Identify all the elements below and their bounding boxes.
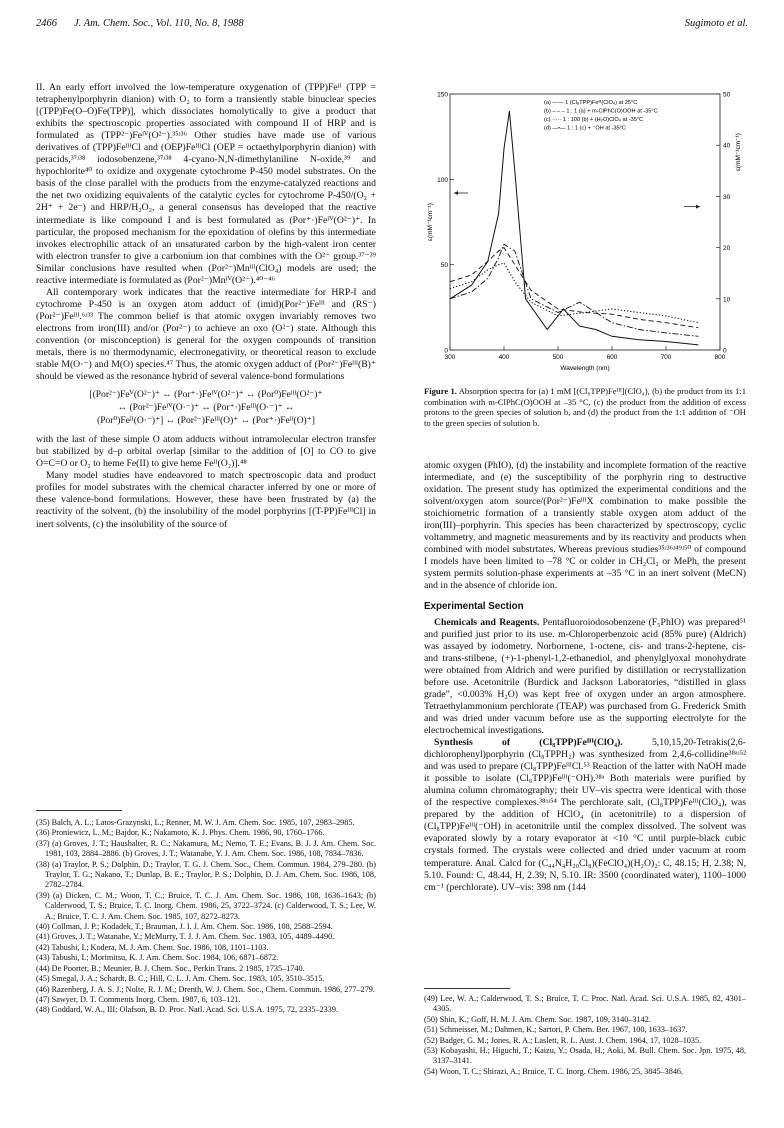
- reference: (44) De Poorter, B.; Meunier, B. J. Chem. Soc., Perkin Trans. 2 1985, 1735–1740.: [36, 963, 305, 973]
- reference: (53) Kobayashi, H.; Higuchi, T.; Kaizu, Y.; Osada, H.; Aoki, M. Bull. Chem. Soc. Jpn. 1975, 48, 3137–3141.: [424, 1046, 746, 1066]
- reference: (45) Smegal, J. A.; Schardt, B. C.; Hill, C. L. J. Am. Chem. Soc. 1983, 105, 3510–3515.: [36, 974, 325, 984]
- x-tick-label: 600: [606, 354, 618, 361]
- left-column: [36, 82, 376, 531]
- x-tick-label: 300: [444, 354, 456, 361]
- references-left: [36, 818, 376, 1016]
- y-tick-label-left: 150: [437, 91, 448, 99]
- y-tick-label-right: 40: [723, 142, 731, 150]
- x-tick-label: 500: [552, 354, 564, 361]
- x-tick-label: 700: [660, 354, 672, 361]
- paragraph-text: Pentafluoroiodosobenzene (F₅PhIO) was prepared⁵¹ and purified just prior to its use. m-Chloroperbenzoic acid (85% pure) (Aldrich) was assayed by iodometry. Norbornene, 1-octene, cis- and trans-2-heptene, cis- and trans-stilbene, (+)-1-phenyl-1,2-ethanediol, and phenylglyoxal monohydrate were obtained from Aldrich and were purified by distillation or recrystallization before use. Acetonitrile (Burdick and Jackson Laboratories, “distilled in glass grade”, <0.003% H₂O) was kept free of oxygen under an argon atmosphere. Tetraethylammonium perchlorate (TEAP) was purchased from G. Frederick Smith and was dried under vacuum before use as the supporting electrolyte for the electrochemical investigations.: [424, 616, 746, 736]
- axis-arrow-head: [454, 191, 458, 195]
- reference: (47) Sawyer, D. T. Comments Inorg. Chem. 1987, 6, 103–121.: [36, 994, 241, 1004]
- page-number: 2466: [36, 18, 57, 29]
- reference: (48) Goddard, W. A., III; Olafson, B. D. Proc. Natl. Acad. Sci. U.S.A. 1975, 72, 2335–2339.: [36, 1005, 338, 1015]
- y-tick-label-right: 50: [723, 91, 731, 99]
- journal-citation: J. Am. Chem. Soc., Vol. 110, No. 8, 1988: [74, 18, 244, 29]
- caption-label: Figure 1.: [424, 386, 457, 396]
- series-line-c: [450, 263, 698, 323]
- references-right: [424, 994, 746, 1077]
- caption-text: Absorption spectra for (a) 1 mM [(Cl₈TPP)Feᴵᴵᴵ](ClO₄), (b) the product from its 1:1 combination with m-ClPhC(O)OOH at –35 °C, (c) the product from the addition of excess protons to the green species of solution b, and (d) the product from the 1:1 addition of ⁻OH to the green species of solution b.: [424, 386, 746, 428]
- y-tick-label-right: 0: [723, 347, 727, 355]
- legend-entry: (a) —— 1 (Cl₈TPP)Feᴵᴵᴵ(ClO₄) at 25°C: [544, 100, 638, 106]
- reference: (40) Collman, J. P.; Kodadek, T.; Brauman, J. I. J. Am. Chem. Soc. 1986, 108, 2588–2594.: [36, 922, 333, 932]
- plot-frame: [450, 94, 720, 350]
- y-tick-label-right: 20: [723, 245, 731, 253]
- body-paragraph: with the last of these simple O atom adducts without intramolecular electron transfer but stabilized by d–p orbital overlap [similar to the addition of [O] to CO to give O=C=O or O₂ to heme Fe(II) to give heme Feᴵᴵ(O₂)].⁴⁸: [36, 434, 376, 470]
- y-tick-label-left: 0: [444, 347, 448, 355]
- reference: (54) Woon, T. C.; Shirazi, A.; Bruice, T. C. Inorg. Chem. 1986, 25, 3845–3846.: [424, 1066, 684, 1076]
- reference: (36) Proniewicz, L. M.; Bajdor, K.; Nakamoto, K. J. Phys. Chem. 1986, 90, 1760–1766.: [36, 828, 325, 838]
- figure-1: [424, 88, 746, 380]
- series-line-b: [450, 248, 698, 328]
- body-paragraph: [424, 737, 746, 894]
- y-tick-label-right: 10: [723, 296, 731, 304]
- reference: (51) Schmeisser, M.; Dahmen, K.; Sartori, P. Chem. Ber. 1967, 100, 1633–1637.: [424, 1025, 688, 1035]
- reference: (37) (a) Groves, J. T.; Haushalter, R. C.; Nakamura, M.; Nemo, T. E.; Evans, B. J. J. Am. Chem. Soc. 1981, 103, 2884–2886. (b) Groves, J. T.; Watanabe, Y. J. Am. Chem. Soc. 1986, 108, 7834–7836.: [36, 838, 376, 859]
- paragraph-lead: Chemicals and Reagents.: [434, 616, 540, 628]
- footnote-rule: [424, 988, 510, 989]
- reference: (38) (a) Traylor, P. S.; Dolphin, D.; Traylor, T. G. J. Chem. Soc., Chem. Commun. 1984, 279–280. (b) Traylor, T. G.; Nakano, T.; Dunlap, B. E.; Traylor, P. S.; Dolphin, D. J. Am. Chem. Soc. 1986, 108, 2782–2784.: [36, 859, 376, 890]
- body-paragraph: All contemporary work indicates that the reactive intermediate for HRP-I and cytochrome P-450 is an oxygen atom adduct of (imid)(Por²⁻)Feᴵᴵᴵ and (RS⁻)(Por²⁻)Feᴵᴵᴵ.⁶ʴ³³ The common belief is that atomic oxygen invariably removes two electrons from iron(III) and/or (Por²⁻) to achieve an oxo (O²⁻) state. Although this convention (or misconception) is general for the oxygen compounds of transition metals, there is no thermodynamic, electronegativity, or theoretical reason to exclude stable M(O·⁻) and M(O) species.⁴⁷ Thus, the atomic oxygen adduct of (Por²⁻)Feᴵᴵᴵ(B)⁺ should be viewed as the resonance hybrid of several valence-bond formulations: [36, 286, 376, 383]
- paragraph-lead: Synthesis of (Cl₈TPP)Feᴵᴵᴵ(ClO₄).: [434, 737, 623, 749]
- section-heading: Experimental Section: [424, 600, 524, 612]
- x-axis-label: Wavelength (nm): [560, 365, 610, 372]
- reference: (49) Lee, W. A.; Calderwood, T. S.; Bruice, T. C. Proc. Natl. Acad. Sci. U.S.A. 1985, 82, 4301–4305.: [424, 994, 746, 1014]
- y-tick-label-right: 30: [723, 193, 731, 201]
- reference: (39) (a) Dicken, C. M.; Woon, T. C.; Bruice, T. C. J. Am. Chem. Soc. 1986, 108, 1636–1643; (b) Calderwood, T. S.; Bruice, T. C. Inorg. Chem. 1986, 25, 3722–3724. (c) Calderwood, T. S.; Lee, W. A.; Bruice, T. C. J. Am. Chem. Soc. 1985, 107, 8272–8273.: [36, 890, 376, 921]
- running-header: [36, 18, 748, 32]
- formula-line: ↔ (Por²⁻)Feᴵⱽ(O·⁻)⁺ ↔ (Por⁺·)Feᴵᴵᴵ(O·⁻)⁺ ↔: [117, 403, 295, 414]
- footnote-rule: [36, 810, 122, 811]
- reference: (46) Razenberg, J. A. S. J.; Nolte, R. J. M.; Drenth, W. J. Chem. Soc., Chem. Commun. 1986, 277–279.: [36, 984, 375, 994]
- y-axis-label-left: ε(mM⁻¹cm⁻¹): [427, 203, 434, 241]
- formula-line: (Por⁰)Feᴵᴵ(O·⁻)⁺] ↔ (Por²⁻)Feᴵᴵᴵ(O)⁺ ↔ (Por⁺·)Feᴵᴵ(O)⁺]: [97, 416, 315, 427]
- series-line-a: [450, 108, 698, 345]
- figure-caption: [424, 386, 746, 428]
- reference: (41) Groves, J. T.; Watanabe, Y.; McMurry, T. J. J. Am. Chem. Soc. 1983, 105, 4489–4490.: [36, 932, 335, 942]
- legend-entry: (b) – – – 1 : 1 (a) + m-ClPhC(O)OOH at -35°C: [544, 108, 658, 115]
- body-paragraph: [424, 617, 746, 737]
- body-paragraph: Many model studies have endeavored to match spectroscopic data and product profiles for model substrates with the chemical character inferred by one or more of these valence-bond formulations. However, these have been frustrated by (a) the reactivity of the solvent, (b) the insolubility of the model porphyrins [(T-PP)FeᴵᴵᴵCl] in inert solvents, (c) the insolubility of the source of: [36, 470, 376, 530]
- formula-line: [(Por²⁻)Feⱽ(O²⁻)⁺ ↔ (Por⁺·)Feᴵⱽ(O²⁻)⁺ ↔ (Por⁰)Feᴵᴵᴵ(O²⁻)⁺: [89, 390, 323, 401]
- legend-entry: (c) ····· 1 : 100 (b) + (H₂O)ClO₄ at -35°C: [544, 117, 644, 123]
- y-tick-label-left: 50: [440, 262, 448, 270]
- body-paragraph: II. An early effort involved the low-temperature oxygenation of (TPP)Feᴵᴵ (TPP = tetraphenylporphyrin dianion) with O₂ to form a transiently stable binuclear species [(TPP)Fe(O–O)Fe(TPP)], which dissociates homolytically to give a product that exhibits the spectroscopic properties associated with compound II of HRP and is formulated as (TPP²⁻)Feᴵⱽ(O²⁻).³⁵ʴ³⁶ Other studies have made use of various derivatives of (TPP)FeᴵᴵᴵCl and (OEP)FeᴵᴵᴵCl (OEP = octaethylporphyrin dianion) with peracids,³⁷ʴ³⁸ iodosobenzene,³⁷ʴ³⁸ 4-cyano-N,N-dimethylaniline N-oxide,³⁹ and hypochlorite⁴⁰ to oxidize and oxygenate cytochrome P-450 model substrates. On the basis of the close parallel with the products from the enzyme-catalyzed reactions and the net two oxidizing equivalents of the catalytic cycles for cytochrome P-450/(O₂ + 2H⁺ + 2e⁻) and HRP/H₂O₂, a general consensus has developed that the reactive intermediate is like compound I and is best formulated as (Por⁺·)Feᴵⱽ(O²⁻)⁺. In particular, the proposed mechanism for the epoxidation of olefins by this intermediate invokes electrophilic attack of an unsaturated carbon by the high-valent iron center with electron transfer to give a carbonium ion that combines with the O²⁻ group.³⁷⁻³⁹ Similar conclusions have resulted when (Por²⁻)Mnᴵᴵᴵ(ClO₄) models are used; the reactive intermediate is formulated as (Por²⁻)Mnᴵⱽ(O²⁻).⁴⁰⁻⁴⁶: [36, 82, 376, 286]
- reference: (43) Tabushi, I.; Morimitsu, K. J. Am. Chem. Soc. 1984, 106, 6871–6872.: [36, 953, 279, 963]
- valence-bond-formula: [36, 389, 376, 428]
- y-axis-label-right: ε(mM⁻¹cm⁻¹): [735, 133, 742, 171]
- reference: (52) Badger, G. M.; Jones, R. A.; Laslett, R. L. Aust. J. Chem. 1964, 17, 1028–1035.: [424, 1035, 702, 1045]
- reference: (35) Balch, A. L.; Latos-Grazynski, L.; Renner, M. W. J. Am. Chem. Soc. 1985, 107, 2983–2985.: [36, 818, 355, 827]
- body-paragraph: atomic oxygen (PhIO), (d) the instability and incomplete formation of the reactive intermediate, and (e) the susceptibility of the porphyrin ring to destructive oxidation. The present study has optimized the experimental conditions and the solvent/oxygen atom source/(Por²⁻)FeᴵᴵᴵX combination to make possible the stoichiometric formation of a transiently stable oxygen atom adduct of the iron(III)–porphyrin. This species has been characterized by spectroscopy, cyclic voltammetry, and magnetic measurements and by its reactivity and products when combined with model substrtates. Whereas previous studies³⁵ʴ³⁶ʴ⁴⁹ʴ⁵⁰ of compound I models have been limited to –78 °C or colder in CH₂Cl₂ or MePh, the present system permits solution-phase experiments at –35 °C in an inert solvent (MeCN) and in the absence of chloride ion.: [424, 460, 746, 592]
- x-tick-label: 400: [498, 354, 510, 361]
- y-tick-label-left: 100: [437, 176, 448, 184]
- absorption-spectrum-chart: [424, 88, 746, 380]
- reference: (50) Shin, K.; Goff, H. M. J. Am. Chem. Soc. 1987, 109, 3140–3142.: [424, 1014, 651, 1024]
- legend-entry: (d) —•— 1 : 1 (c) + ⁻OH at -35°C: [544, 125, 626, 132]
- paragraph-text: 5,10,15,20-Tetrakis(2,6-dichlorophenyl)porphyrin (Cl₈TPPH₂) was synthesized from 2,4,6-collidine³⁸ᵃʴ⁵² and was used to prepare (Cl₈TPP)FeᴵᴵᴵCl.⁵³ Reaction of the latter with NaOH made it possible to isolate (Cl₈TPP)Feᴵᴵᴵ(⁻OH).³⁸ᵃ Both materials were purified by alumina column chromatography; their UV–vis spectra were identical with those of the respective complexes.³⁸ᵃʴ⁵⁴ The perchlorate salt, (Cl₈TPP)Feᴵᴵᴵ(ClO₄), was prepared by the addition of HClO₄ (in acetonitrile) to a dispersion of (Cl₈TPP)Feᴵᴵᴵ(⁻OH) in acetonitrile until the complex dissolved. The solvent was evaporated slowly by a rotary evaporator at <10 °C until purple-black cubic crystals formed. The crystals were collected and dried under vacuum at room temperature. Anal. Calcd for (C₄₄N₄H₂₀Cl₈)(FeClO₄)(H₂O)₂: C, 48.15; H, 2.38; N, 5.10. Found: C, 48.44, H, 2.39; N, 5.10. IR: 3500 (coordinated water), 1100–1000 cm⁻¹ (perchlorate). UV–vis: 398 nm (144: [424, 737, 746, 893]
- right-column: [424, 460, 746, 894]
- reference: (42) Tabushi, I.; Kodera, M. J. Am. Chem. Soc. 1986, 108, 1101–1103.: [36, 942, 269, 952]
- running-authors: Sugimoto et al.: [684, 18, 748, 29]
- x-tick-label: 800: [714, 354, 726, 361]
- axis-arrow-head: [696, 205, 700, 209]
